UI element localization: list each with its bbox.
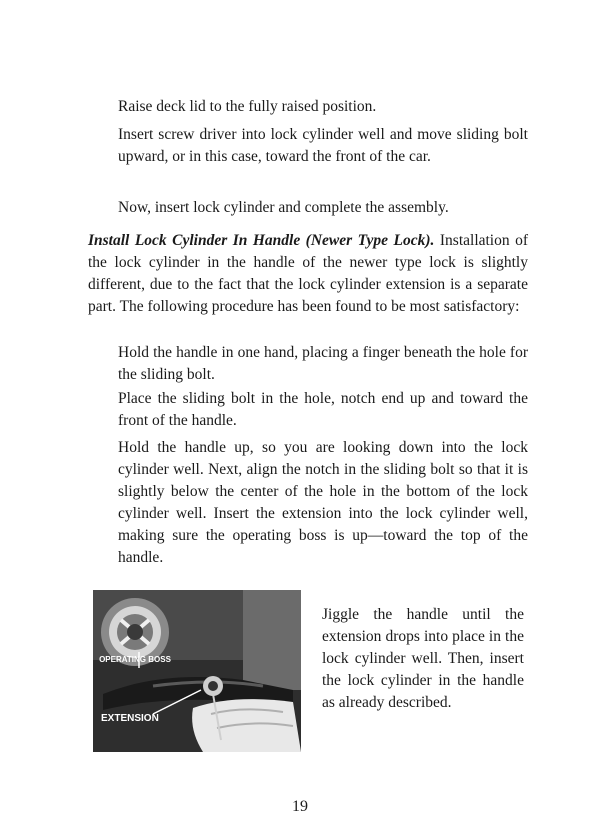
paragraph-raise-deck-lid: Raise deck lid to the fully raised position. xyxy=(118,98,377,115)
paragraph-install-lock-cylinder xyxy=(88,230,528,318)
section-intro: Installation of the lock cylinder in the handle of the newer type lock is slightly different, due to the fact that the lock cylinder extension is a separate part. The following procedure has been found to be most satisfactory: xyxy=(88,232,528,315)
section-heading: Install Lock Cylinder In Handle (Newer Type Lock). xyxy=(88,232,435,249)
operating-boss-label: OPERATING BOSS xyxy=(99,655,171,664)
figure-caption: Jiggle the handle until the extension drops into place in the lock cylinder well. Then, insert the lock cylinder in the handle as already described. xyxy=(322,606,524,711)
page-number: 19 xyxy=(292,798,308,815)
handle-photo xyxy=(93,590,301,752)
paragraph-hold-handle: Hold the handle in one hand, placing a finger beneath the hole for the sliding bolt. xyxy=(118,344,528,383)
paragraph-place-sliding-bolt: Place the sliding bolt in the hole, notch end up and toward the front of the handle. xyxy=(118,390,528,429)
paragraph-insert-lock-cylinder: Now, insert lock cylinder and complete the assembly. xyxy=(118,199,449,216)
extension-label: EXTENSION xyxy=(101,713,159,724)
paragraph-align-notch: Hold the handle up, so you are looking down into the lock cylinder well. Next, align the notch in the sliding bolt so that it is slightly below the center of the hole in the bottom of the lock cylinder well. Insert the extension into the lock cylinder well, making sure the operating boss is up—toward the top of the handle. xyxy=(118,439,528,566)
paragraph-insert-screwdriver: Insert screw driver into lock cylinder well and move sliding bolt upward, or in this case, toward the front of the car. xyxy=(118,126,528,165)
